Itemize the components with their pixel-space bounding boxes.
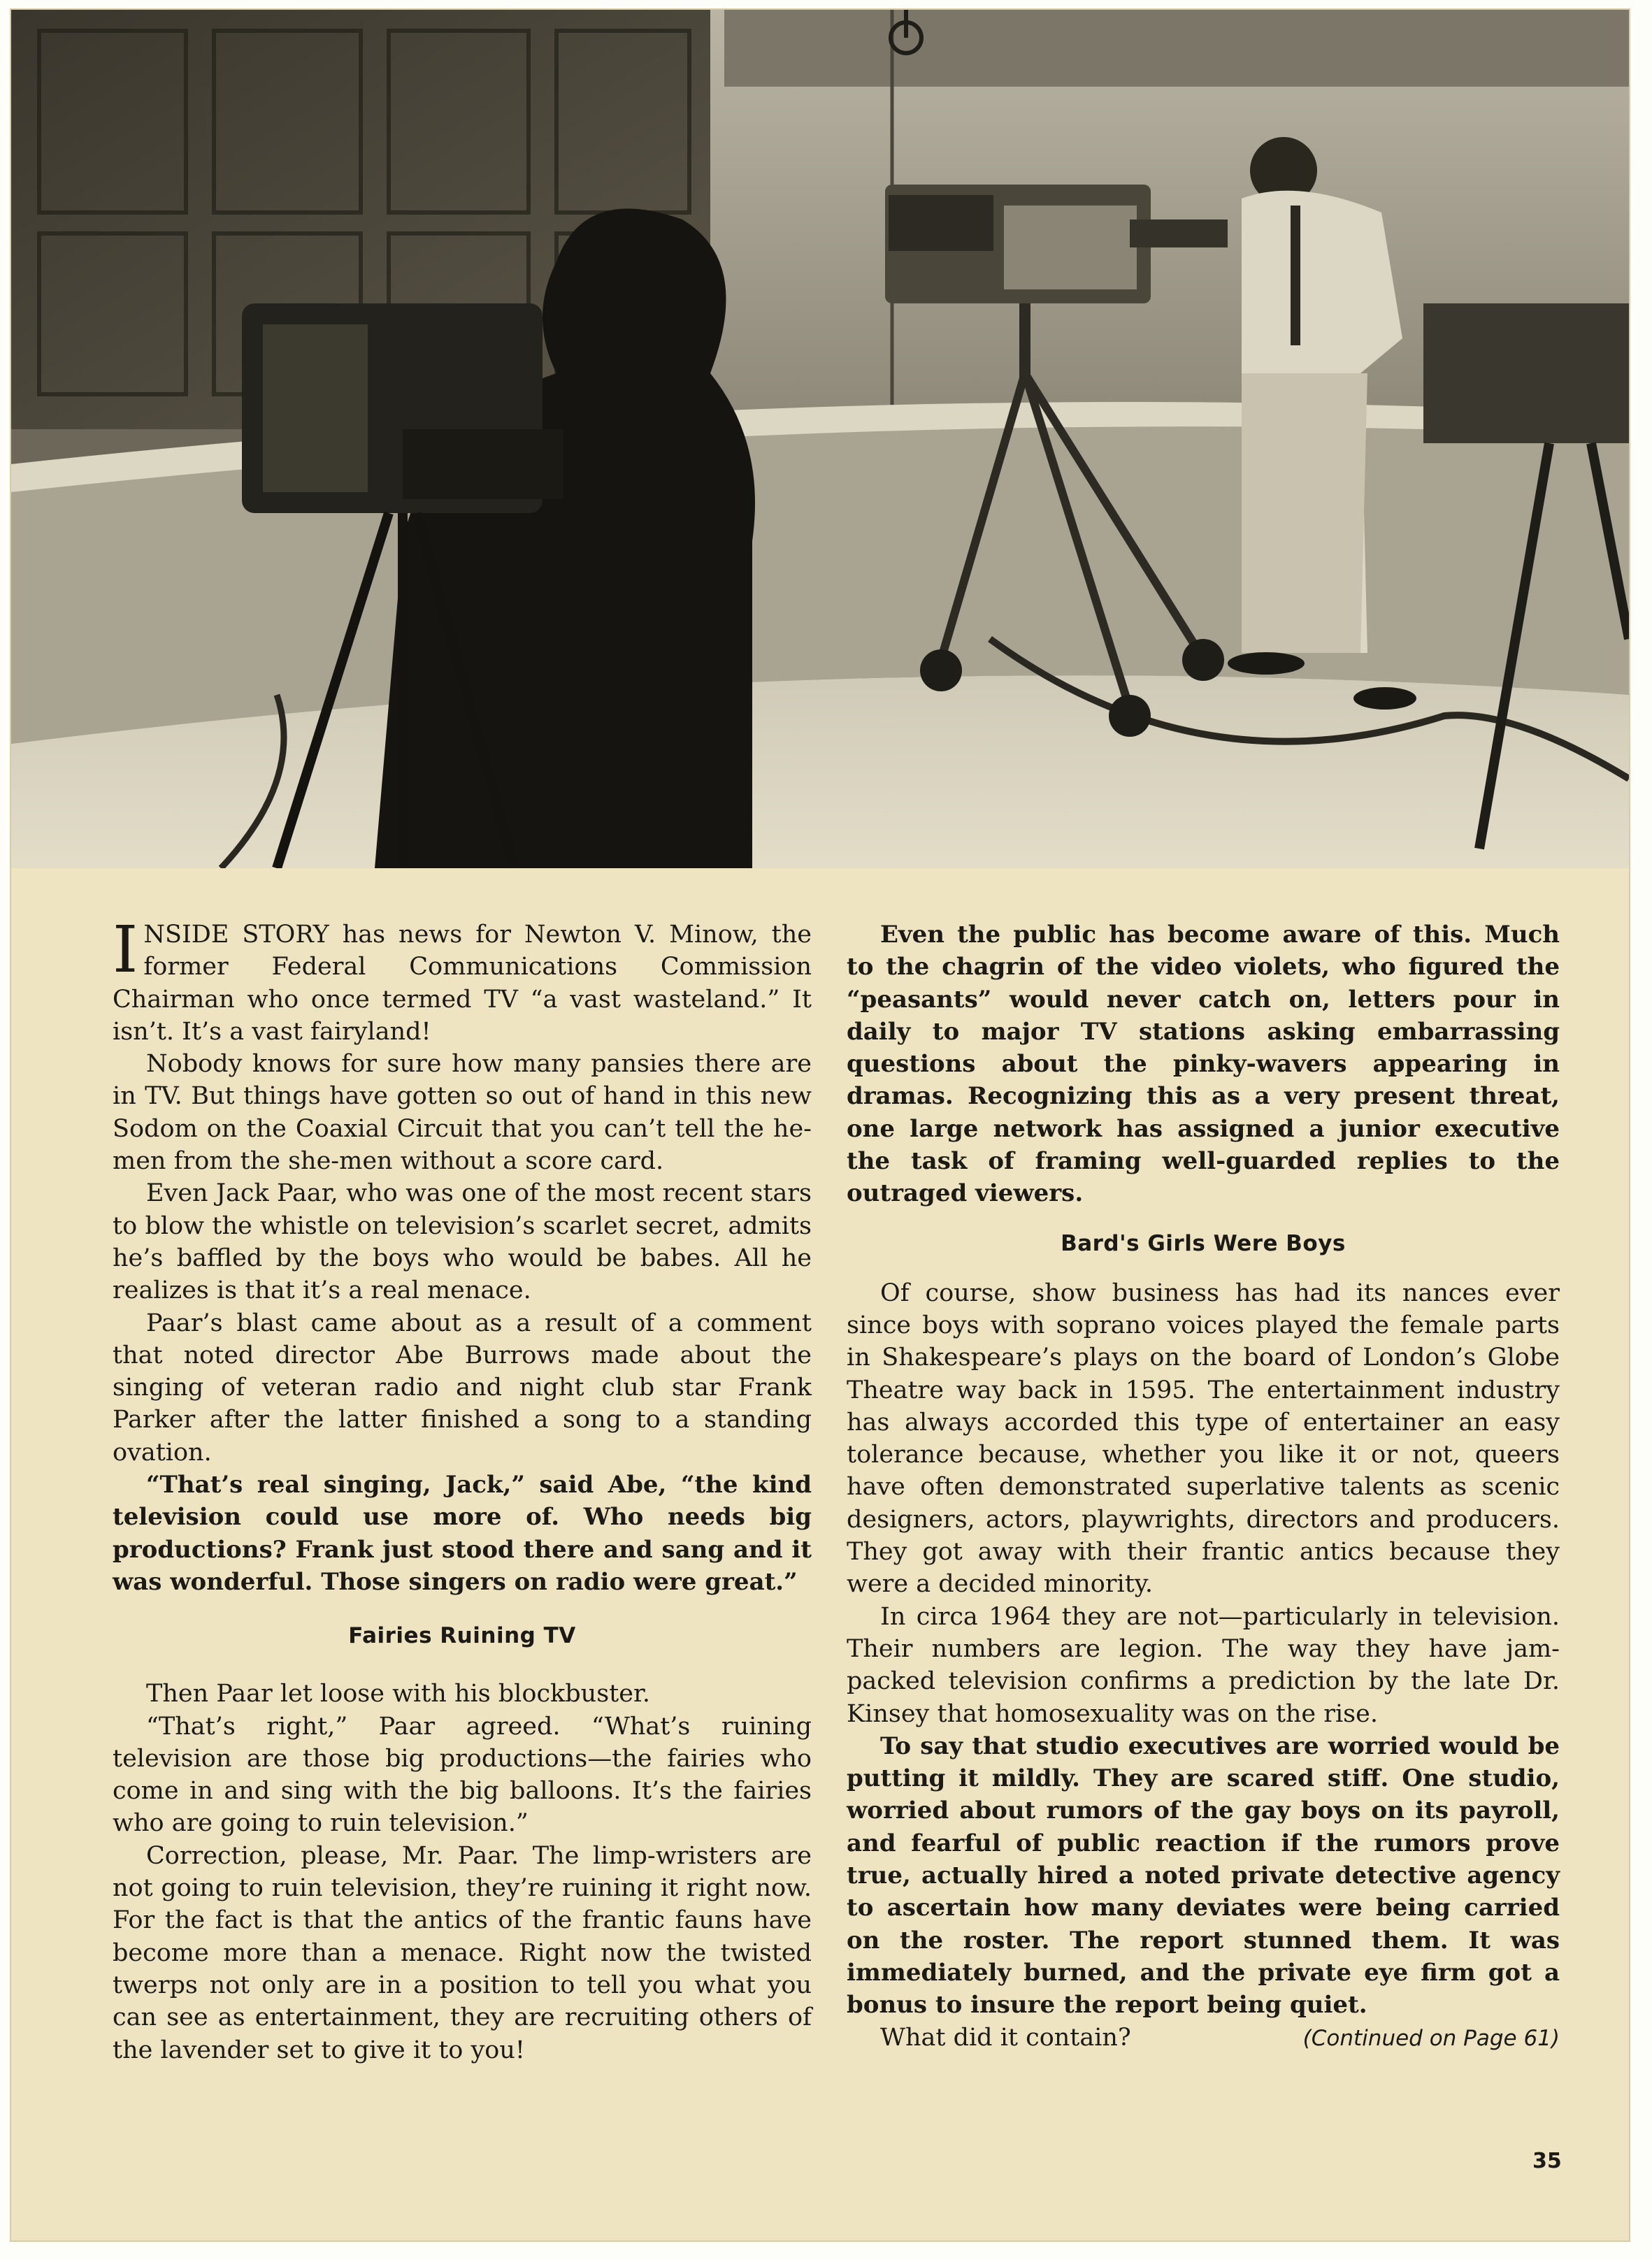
page-number: 35 <box>1532 2149 1562 2173</box>
paragraph: Of course, show business has had its nances ever since boys with soprano voices played the female parts in Shakespeare’s plays on the board of London’s Globe Theatre way back in 1595. The entertainment industry has always accorded this type of entertainer an easy tolerance because, whether you like it or not, queers have often demonstrated superlative talents as scenic designers, actors, playwrights, directors and producers. They got away with their frantic antics because they were a decided minority. <box>847 1279 1560 1599</box>
studio-photo-illustration <box>11 10 1629 868</box>
closing-question: What did it contain? <box>880 2023 1131 2052</box>
bold-paragraph: To say that studio executives are worried would be putting it mildly. They are scared stiff. One studio, worried about rumors of the gay boys on its payroll, and fearful of public reaction if the rumors prove true, actually hired a noted private detective agency to ascertain how many deviates were being carried on the roster. The report stunned them. It was immediately burned, and the private eye firm got a bonus to insure the report being quiet. <box>847 1732 1560 2020</box>
paragraph: Paar’s blast came about as a result of a comment that noted director Abe Burrows made about the singing of veteran radio and night club star Frank Parker after the latter finished a song to a standing ovation. <box>113 1309 812 1467</box>
continued-note: (Continued on Page 61) <box>1302 2025 1560 2051</box>
bold-paragraph: “That’s real singing, Jack,” said Abe, “the kind television could use more of. Who needs big productions? Frank just stood there and sang and it was wonderful. Those singers on radio were great.” <box>113 1471 812 1596</box>
paragraph: “That’s right,” Paar agreed. “What’s ruining television are those big productions—the fairies who come in and sing with the big balloons. It’s the fairies who are going to ruin television.” <box>113 1712 812 1838</box>
paragraph: Then Paar let loose with his blockbuster. <box>146 1680 650 1708</box>
tv-studio-photo <box>11 10 1629 868</box>
bold-paragraph: Even the public has become aware of this. Much to the chagrin of the video violets, who figured the “peasants” would never catch on, letters pour in daily to major TV stations asking embarrassing questions about the pinky-wavers appearing in dramas. Recognizing this as a very present threat, one large network has assigned a junior executive the task of framing well-guarded replies to the outraged viewers. <box>847 921 1560 1208</box>
article-column-right <box>847 919 1560 2054</box>
paragraph: Nobody knows for sure how many pansies there are in TV. But things have gotten so out of hand in this new Sodom on the Coaxial Circuit that you can’t tell the he-men from the she-men without a score card. <box>113 1050 812 1176</box>
drop-cap: I <box>113 912 138 987</box>
opening-paragraph-text: NSIDE STORY has news for Newton V. Minow, the former Federal Communications Commission Chairman who once termed TV “a vast wasteland.” It isn’t. It’s a vast fairyland! <box>113 921 812 1046</box>
magazine-page <box>10 8 1630 2242</box>
paragraph: In circa 1964 they are not—particularly in television. Their numbers are legion. The way they have jam-packed television confirms a prediction by the late Dr. Kinsey that homosexuality was on the rise. <box>847 1602 1560 1728</box>
paragraph: Even Jack Paar, who was one of the most recent stars to blow the whistle on television’s scarlet secret, admits he’s baffled by the boys who would be babes. All he realizes is that it’s a real menace. <box>113 1179 812 1305</box>
section-subhead: Fairies Ruining TV <box>348 1623 576 1649</box>
article-column-left <box>113 912 812 2066</box>
opening-paragraph <box>113 912 812 1048</box>
closing-line <box>847 2022 1560 2054</box>
section-subhead: Bard's Girls Were Boys <box>1061 1230 1346 1256</box>
paragraph: Correction, please, Mr. Paar. The limp-wristers are not going to ruin television, they’re ruining it right now. For the fact is that the antics of the frantic fauns have become more than a menace. Right now the twisted twerps not only are in a position to tell you what you can see as entertainment, they are recruiting others of the lavender set to give it to you! <box>113 1841 812 2064</box>
